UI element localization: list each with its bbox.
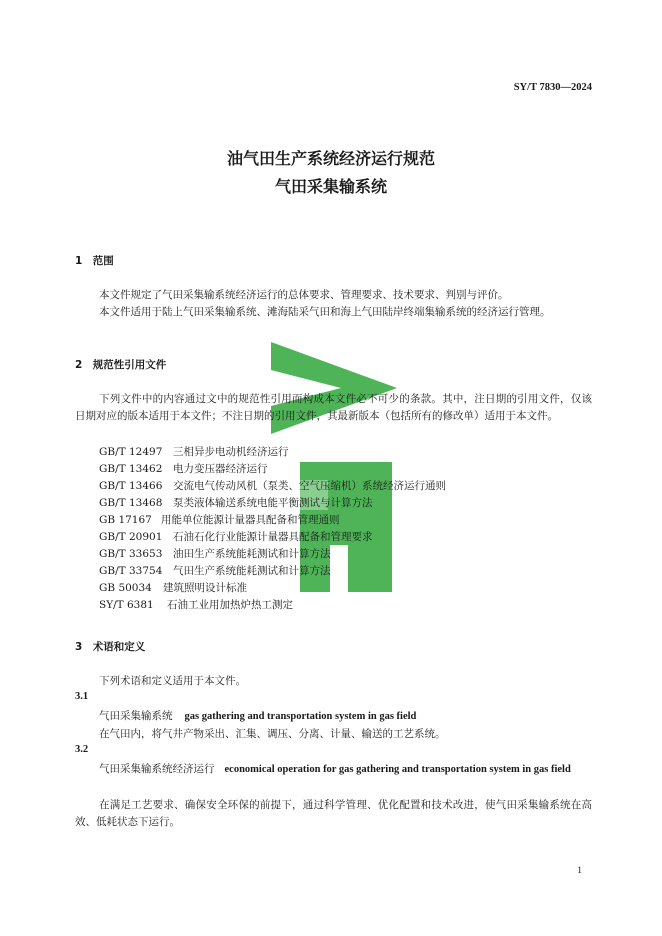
reference-item <box>99 563 331 580</box>
scope-paragraph-2: 本文件适用于陆上气田采集输系统、滩海陆采气田和海上气田陆岸终端集输系统的经济运行管理。 <box>99 306 551 318</box>
section-heading-refs: 2 规范性引用文件 <box>75 359 167 371</box>
reference-item <box>99 478 446 495</box>
reference-name: 三相异步电动机经济运行 <box>173 446 289 458</box>
reference-item <box>99 546 331 563</box>
term-title <box>75 761 592 778</box>
term-zh: 气田采集输系统 <box>99 710 173 722</box>
reference-name: 油田生产系统能耗测试和计算方法 <box>173 548 331 560</box>
reference-item <box>99 461 268 478</box>
term-definition: 在气田内，将气井产物采出、汇集、调压、分离、计量、输送的工艺系统。 <box>99 728 446 740</box>
page-number: 1 <box>577 866 582 876</box>
reference-code: SY/T 6381 <box>99 599 154 611</box>
document-subtitle: 气田采集输系统 <box>274 177 387 196</box>
reference-code: GB/T 13468 <box>99 497 163 509</box>
term-definition: 在满足工艺要求、确保安全环保的前提下，通过科学管理、优化配置和技术改进，使气田采集输系统在高效、低耗状态下运行。 <box>75 799 592 828</box>
reference-item <box>99 495 373 512</box>
section-heading-scope: 1 范围 <box>75 255 114 267</box>
reference-code: GB 50034 <box>99 582 152 594</box>
scope-paragraph-1: 本文件规定了气田采集输系统经济运行的总体要求、管理要求、技术要求、判别与评价。 <box>99 289 509 301</box>
reference-item <box>99 512 340 529</box>
reference-code: GB/T 33653 <box>99 548 163 560</box>
reference-code: GB/T 33754 <box>99 565 163 577</box>
section-heading-terms: 3 术语和定义 <box>75 641 146 653</box>
term-number: 3.1 <box>75 691 89 702</box>
reference-name: 电力变压器经济运行 <box>173 463 268 475</box>
reference-name: 石油石化行业能源计量器具配备和管理要求 <box>173 531 373 543</box>
reference-name: 石油工业用加热炉热工测定 <box>167 599 293 611</box>
term-title <box>99 708 416 725</box>
reference-name: 用能单位能源计量器具配备和管理通则 <box>161 514 340 526</box>
reference-name: 气田生产系统能耗测试和计算方法 <box>173 565 331 577</box>
term-zh: 气田采集输系统经济运行 <box>99 763 215 775</box>
reference-item <box>99 529 373 546</box>
term-en: economical operation for gas gathering and transportation system in gas field <box>224 764 571 775</box>
reference-item <box>99 597 293 614</box>
reference-code: GB/T 20901 <box>99 531 163 543</box>
reference-code: GB/T 12497 <box>99 446 163 458</box>
reference-name: 建筑照明设计标准 <box>163 582 247 594</box>
term-number: 3.2 <box>75 744 89 755</box>
refs-intro: 下列文件中的内容通过文中的规范性引用而构成本文件必不可少的条款。其中，注日期的引用文件，仅该日期对应的版本适用于本文件；不注日期的引用文件，其最新版本（包括所有的修改单）适用于本文件。 <box>75 393 592 422</box>
terms-intro: 下列术语和定义适用于本文件。 <box>99 675 246 687</box>
term-en: gas gathering and transportation system in gas field <box>184 711 417 722</box>
reference-name: 泵类液体输送系统电能平衡测试与计算方法 <box>173 497 373 509</box>
document-title: 油气田生产系统经济运行规范 <box>226 149 435 168</box>
reference-name: 交流电气传动风机（泵类、空气压缩机）系统经济运行通则 <box>173 480 446 492</box>
reference-item <box>99 444 289 461</box>
reference-item <box>99 580 247 597</box>
reference-code: GB/T 13462 <box>99 463 163 475</box>
standard-code: SY/T 7830—2024 <box>513 82 592 93</box>
reference-code: GB/T 13466 <box>99 480 163 492</box>
reference-code: GB 17167 <box>99 514 152 526</box>
